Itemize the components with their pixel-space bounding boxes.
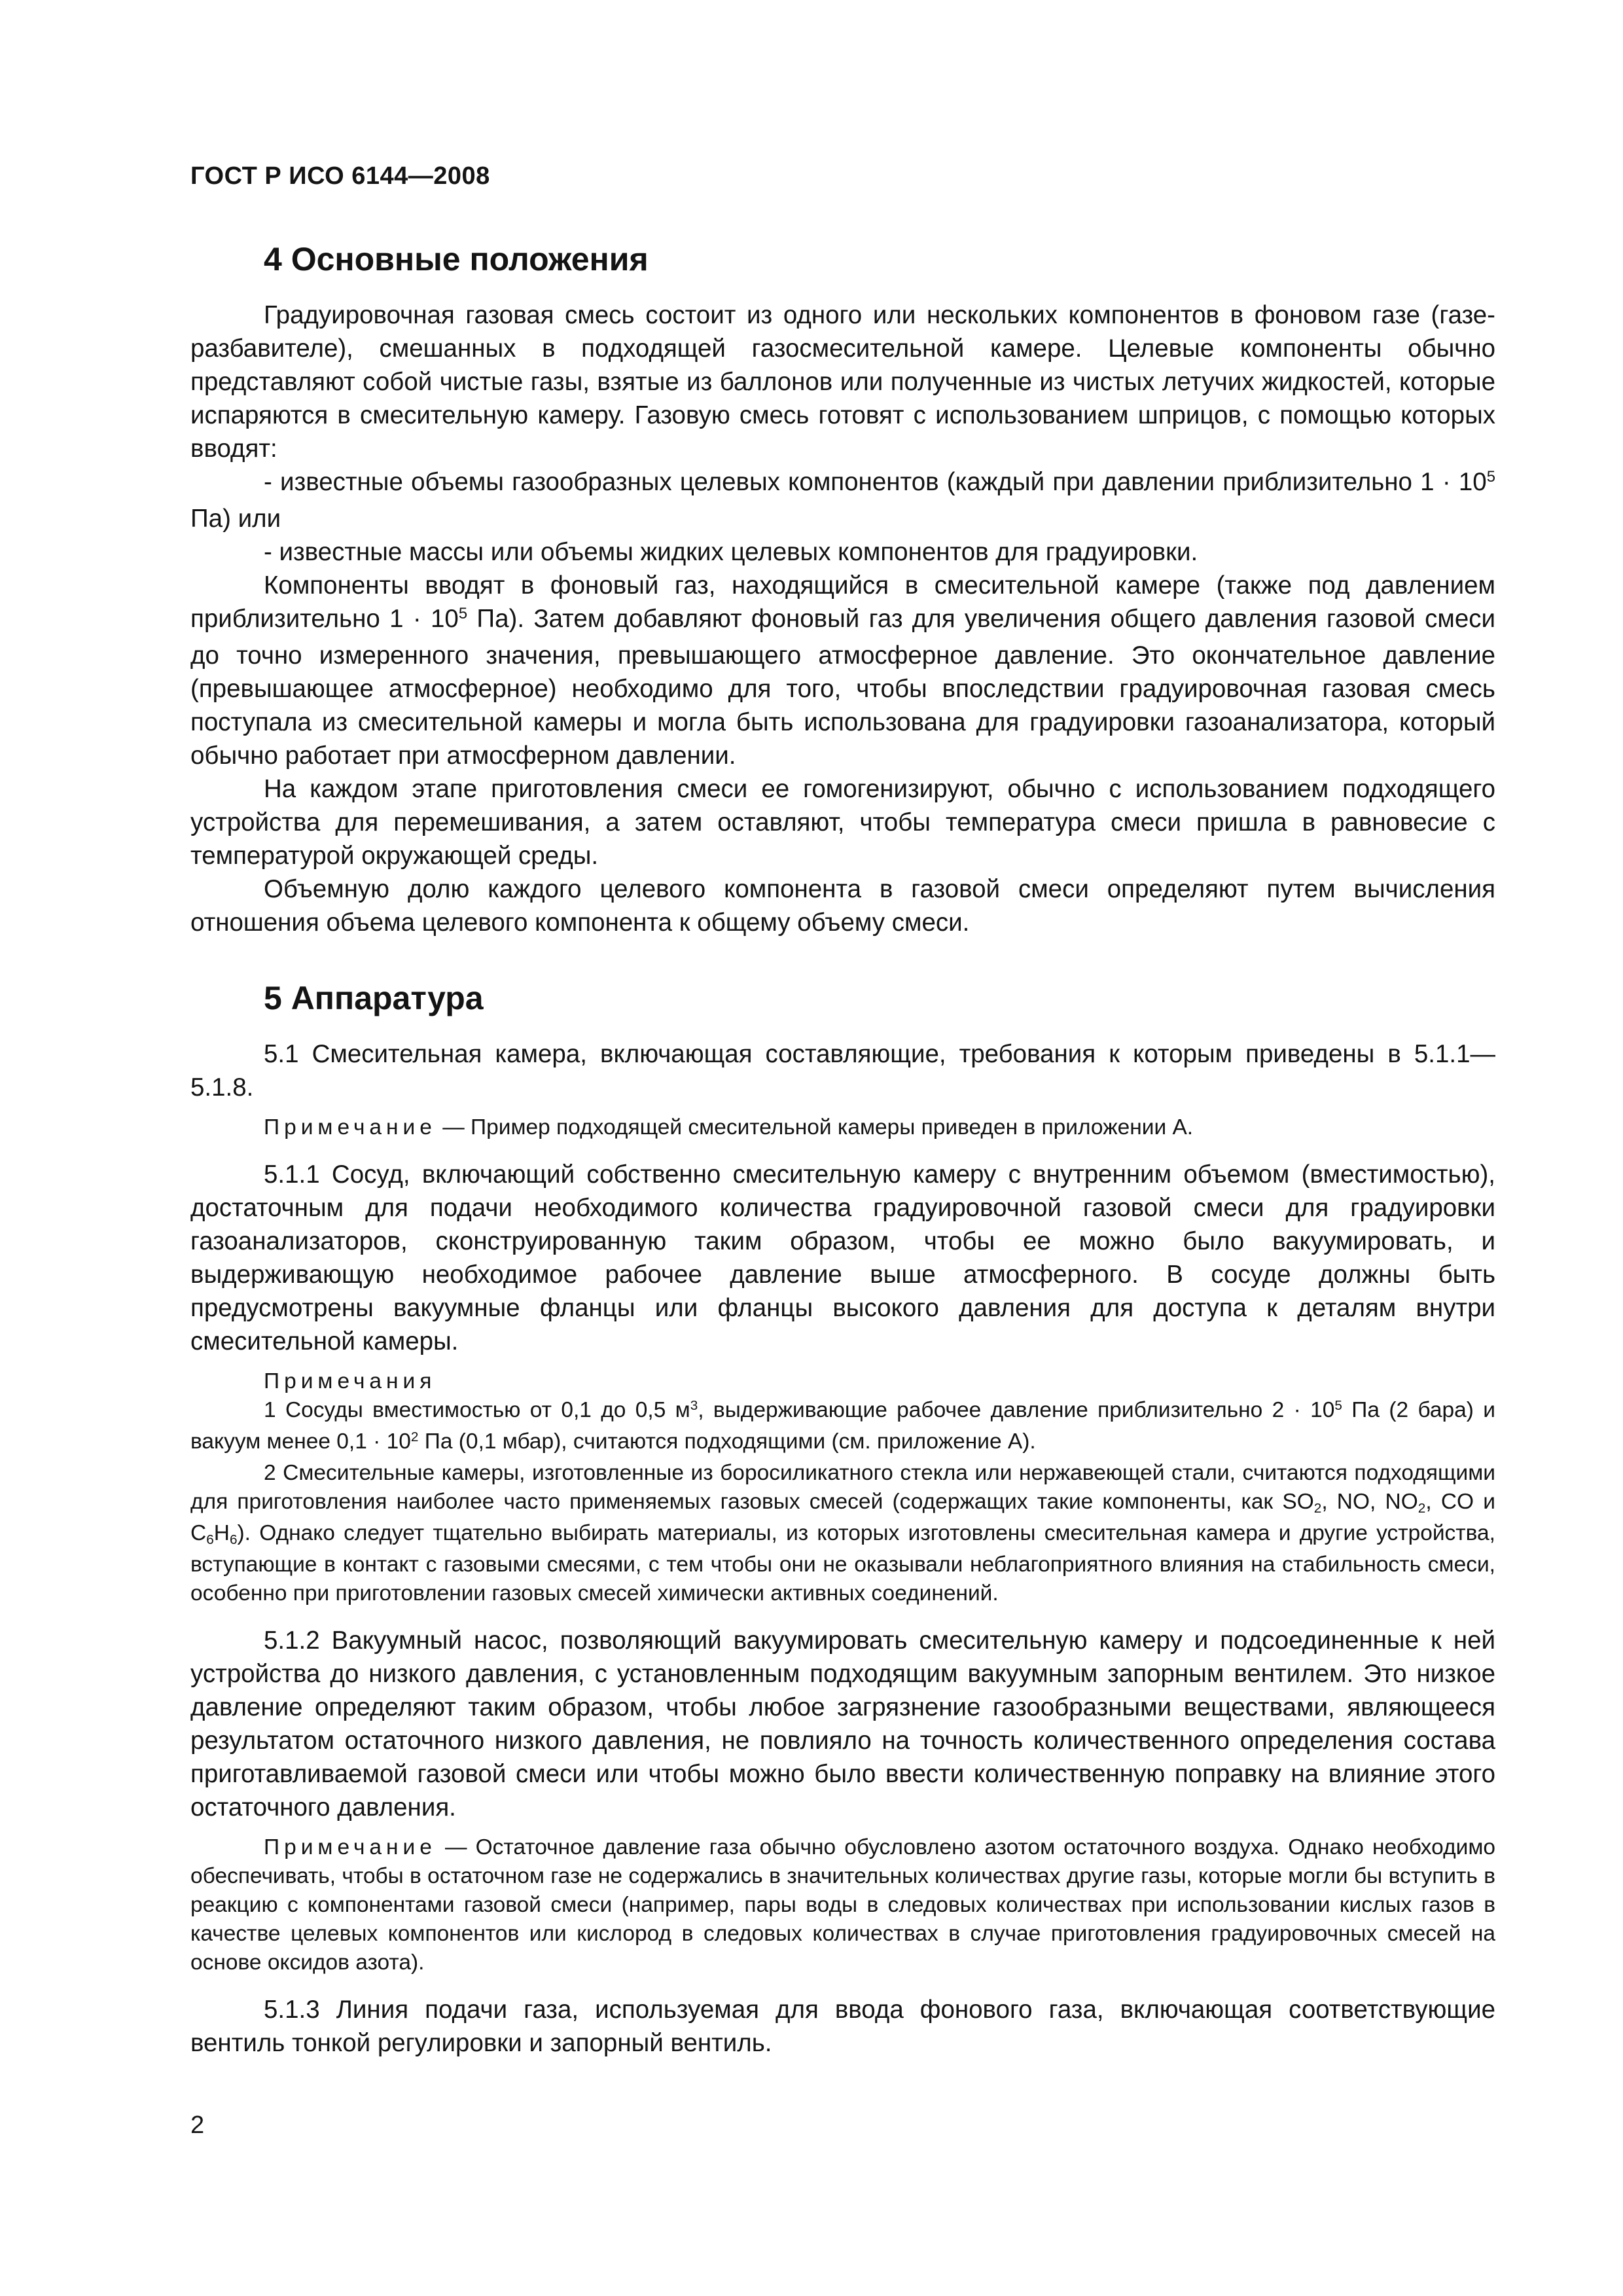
paragraph: 5.1 Смесительная камера, включающая составляющие, требования к которым приведены в 5.1.1—5.1.8. xyxy=(190,1040,1495,1102)
paragraph: На каждом этапе приготовления смеси ее гомогенизируют, обычно с использованием подходящего устройства для перемешивания, а затем оставляют, чтобы температура смеси пришла в равновесие с температурой окружающей среды. xyxy=(190,775,1495,870)
note: Примечание — Остаточное давление газа обычно обусловлено азотом остаточного воздуха. Однако необходимо обеспечивать, чтобы в остаточном газе не содержались в значительных количествах другие газы, которые могли бы вступить в реакцию с компонентами газовой смеси (например, пары воды в следовых количествах при использовании кислых газов в качестве целевых компонентов или кислород в следовых количествах в случае приготовления градуировочных смесей на основе оксидов азота). xyxy=(190,1835,1495,1975)
note: 1 Сосуды вместимостью от 0,1 до 0,5 $м^3$, выдерживающие рабочее давление приблизительно $2 \cdot 10^5$ Па (2 бара) и вакуум менее $0,1 \cdot 10^2$ Па (0,1 мбар), считаются подходящими (см. приложение А). xyxy=(190,1397,1496,1454)
list-item: - известные массы или объемы жидких целевых компонентов для градуировки. xyxy=(264,538,1198,566)
note: Примечание — Пример подходящей смесительной камеры приведен в приложении А. xyxy=(264,1115,1194,1139)
paragraph: 5.1.3 Линия подачи газа, используемая для ввода фонового газа, включающая соответствующие вентиль тонкой регулировки и запорный вентиль. xyxy=(190,1996,1495,2057)
paragraph: Объемную долю каждого целевого компонента в газовой смеси определяют путем вычисления отношения объема целевого компонента к общему объему смеси. xyxy=(190,875,1495,937)
page-number: 2 xyxy=(190,2111,205,2139)
section-4-title: 4 Основные положения xyxy=(264,241,649,278)
paragraph: 5.1.1 Сосуд, включающий собственно смесительную камеру с внутренним объемом (вместимостью), достаточным для подачи необходимого количества градуировочной газовой смеси для градуировки газоанализаторов, сконструированную таким образом, чтобы ее можно было вакуумировать, и выдерживающую необходимое рабочее давление выше атмосферного. В сосуде должны быть предусмотрены вакуумные фланцы или фланцы высокого давления для доступа к деталям внутри смесительной камеры. xyxy=(190,1160,1495,1355)
list-item: - известные объемы газообразных целевых компонентов (каждый при давлении приблизительно $1 \cdot 10^5$ Па) или xyxy=(190,467,1495,533)
note: 2 Смесительные камеры, изготовленные из боросиликатного стекла или нержавеющей стали, считаются подходящими для приготовления наиболее часто применяемых газовых смесей (содержащих такие компоненты, как $SO_2$, NO, $NO_2$, CO и $C_6H_6$). Однако следует тщательно выбирать материалы, из которых изготовлены смесительная камера и другие устройства, вступающие в контакт с газовыми смесями, с тем чтобы они не оказывали неблагоприятного влияния на стабильность смеси, особенно при приготовлении газовых смесей химически активных соединений. xyxy=(190,1461,1495,1605)
paragraph: Градуировочная газовая смесь состоит из одного или нескольких компонентов в фоновом газе (газе-разбавителе), смешанных в подходящей газосмесительной камере. Целевые компоненты обычно представляют собой чистые газы, взятые из баллонов или полученные из чистых летучих жидкостей, которые испаряются в смесительную камеру. Газовую смесь готовят с использованием шприцов, с помощью которых вводят: xyxy=(190,301,1495,463)
notes-heading: Примечания xyxy=(264,1369,437,1393)
paragraph: 5.1.2 Вакуумный насос, позволяющий вакуумировать смесительную камеру и подсоединенные к ней устройства до низкого давления, с установленным подходящим вакуумным запорным вентилем. Это низкое давление определяют таким образом, чтобы любое загрязнение газообразными веществами, являющееся результатом остаточного низкого давления, не повлияло на точность количественного определения состава приготавливаемой газовой смеси или чтобы можно было ввести количественную поправку на влияние этого остаточного давления. xyxy=(190,1626,1495,1821)
document-header: ГОСТ Р ИСО 6144—2008 xyxy=(190,162,490,190)
document-body xyxy=(190,228,1495,2060)
paragraph: Компоненты вводят в фоновый газ, находящийся в смесительной камере (также под давлением приблизительно $1 \cdot 10^5$ Па). Затем добавляют фоновый газ для увеличения общего давления газовой смеси до точно измеренного значения, превышающего атмосферное давление. Это окончательное давление (превышающее атмосферное) необходимо для того, чтобы впоследствии градуировочная газовая смесь поступала из смесительной камеры и могла быть использована для градуировки газоанализатора, который обычно работает при атмосферном давлении. xyxy=(190,571,1495,770)
section-5-title: 5 Аппаратура xyxy=(264,980,484,1016)
